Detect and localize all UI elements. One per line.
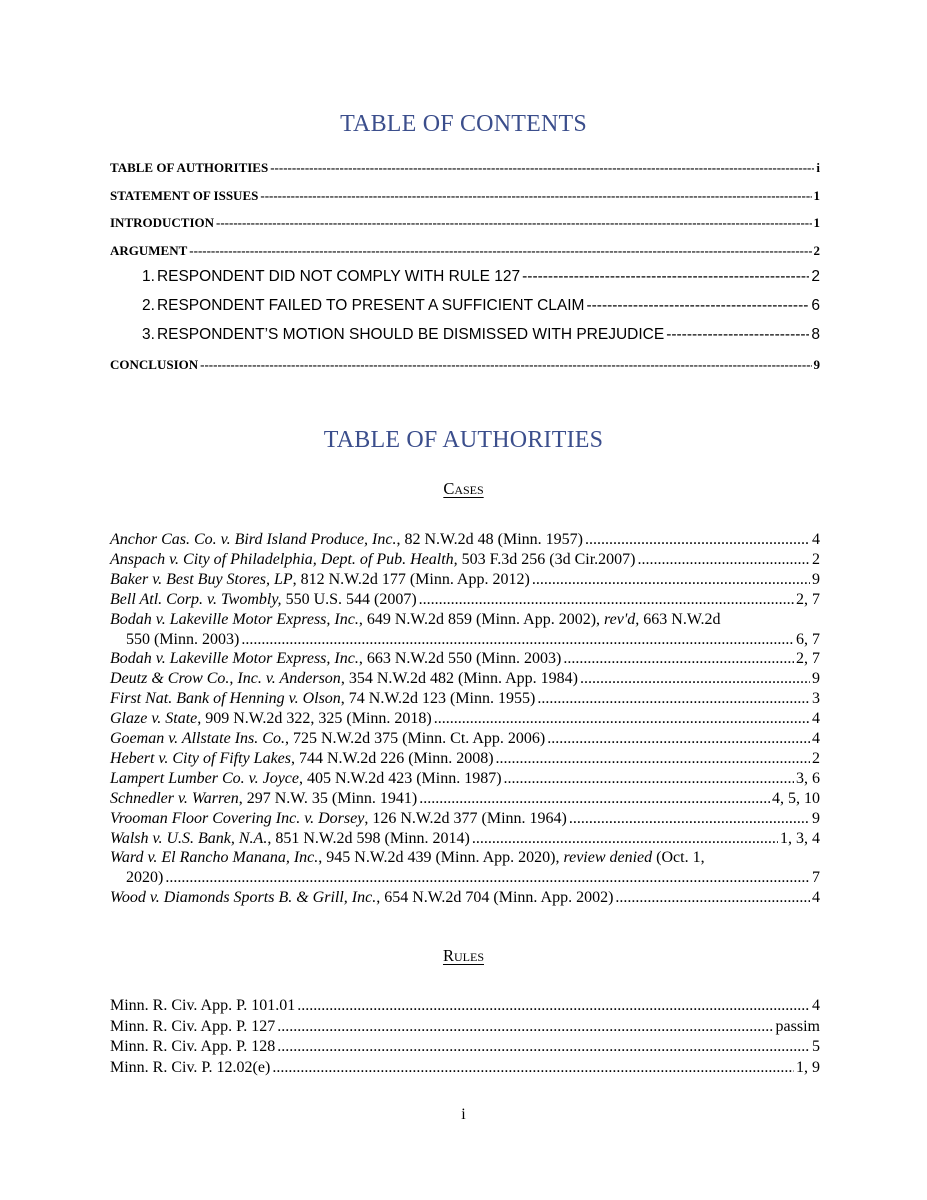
toc-subentry-number: 3.: [142, 326, 155, 343]
case-text: [110, 750, 494, 768]
case-pages: 9: [812, 670, 820, 688]
case-entry: [110, 670, 820, 688]
case-text: [110, 650, 561, 668]
case-cite: , 909 N.W.2d 322, 325 (Minn. 2018): [197, 710, 432, 728]
leader-dots: [241, 631, 794, 649]
leader-dots: [297, 997, 810, 1015]
toc-title: TABLE OF CONTENTS: [340, 111, 587, 137]
case-text: [110, 770, 502, 788]
case-cite: , 649 N.W.2d 859 (Minn. App. 2002),: [358, 610, 605, 628]
toc-subentry-rule-127[interactable]: [142, 268, 820, 286]
case-pages: 4: [812, 730, 820, 747]
case-pages: 2: [812, 749, 820, 767]
rule-entry: [110, 1018, 820, 1036]
leader-dots: [547, 730, 810, 748]
case-entry: [110, 551, 820, 569]
case-cite: , 663 N.W.2d 550 (Minn. 2003): [358, 650, 562, 668]
page-number: i: [461, 1106, 466, 1123]
case-name: Anspach v. City of Philadelphia, Dept. of Pub. Health,: [110, 550, 458, 568]
case-pages: 6, 7: [796, 630, 820, 648]
case-pages: 1, 3, 4: [780, 829, 820, 847]
leader-dashes: [189, 243, 811, 259]
case-cite-continued: 2020): [126, 869, 164, 887]
case-entry: [110, 650, 820, 668]
case-cite: , 74 N.W.2d 123 (Minn. 1955): [340, 690, 536, 708]
case-name: Bell Atl. Corp. v. Twombly,: [110, 590, 282, 608]
case-entry: [110, 690, 820, 708]
rule-entry: [110, 1038, 820, 1056]
leader-dots: [580, 670, 810, 688]
leader-dots: [563, 650, 794, 668]
case-cite: 503 F.3d 256 (3d Cir.2007): [457, 550, 636, 568]
rule-name: Minn. R. Civ. P. 12.02(e): [110, 1058, 271, 1076]
case-entry: [110, 531, 820, 549]
case-pages: 4: [812, 710, 820, 728]
case-cite: , 812 N.W.2d 177 (Minn. App. 2012): [292, 570, 530, 588]
rule-entry: [110, 1059, 820, 1077]
case-text: [110, 551, 636, 569]
cases-heading: Cases: [443, 479, 484, 498]
case-name: Hebert v. City of Fifty Lakes: [110, 749, 291, 767]
case-pages: 2, 7: [796, 650, 820, 668]
leader-dots: [434, 710, 810, 728]
toc-entry-label: INTRODUCTION: [110, 215, 215, 230]
toc-entry-page: 2: [813, 243, 820, 258]
case-text: [110, 830, 470, 848]
toc-entry-label: ARGUMENT: [110, 243, 188, 258]
case-cite-signal: rev'd,: [604, 610, 640, 628]
toc-entry-page: 1: [813, 215, 820, 230]
toc-entry-page: 9: [813, 357, 820, 372]
case-name: Baker v. Best Buy Stores, LP: [110, 570, 293, 588]
case-cite-continued: 550 (Minn. 2003): [126, 630, 240, 648]
rule-entry: [110, 997, 820, 1015]
toc-entry-table-of-authorities[interactable]: [110, 160, 820, 176]
case-name: Schnedler v. Warren: [110, 789, 239, 807]
leader-dots: [537, 690, 810, 708]
toc-subentry-label: RESPONDENT DID NOT COMPLY WITH RULE 127: [156, 268, 521, 285]
case-cite: , 945 N.W.2d 439 (Minn. App. 2020),: [318, 849, 564, 867]
case-cite-tail: (Oct. 1,: [652, 849, 705, 867]
case-pages: 4: [812, 531, 820, 548]
toc-subentry-page: 2: [811, 268, 820, 285]
case-pages: 7: [812, 869, 820, 887]
leader-dots: [504, 770, 794, 788]
case-citation-continuation: [126, 631, 820, 649]
leader-dots: [638, 551, 811, 569]
toc-subentry-page: 8: [811, 326, 820, 343]
leader-dots: [585, 531, 810, 549]
leader-dots: [532, 571, 810, 589]
leader-dots: [419, 790, 770, 808]
leader-dots: [472, 830, 778, 848]
leader-dashes: [666, 326, 809, 344]
toc-subentry-label: RESPONDENT’S MOTION SHOULD BE DISMISSED WITH PREJUDICE: [156, 326, 665, 343]
leader-dots: [419, 591, 794, 609]
case-citation-continuation: [126, 869, 820, 887]
case-entry: [110, 889, 820, 907]
case-text: [110, 531, 583, 549]
toc-subentry-sufficient-claim[interactable]: [142, 297, 820, 315]
case-cite: , 82 N.W.2d 48 (Minn. 1957): [396, 531, 583, 548]
case-name: Walsh v. U.S. Bank, N.A.: [110, 829, 268, 847]
leader-dots: [165, 869, 810, 887]
toc-subentry-dismissed-with-prejudice[interactable]: [142, 326, 820, 344]
case-cite: , 405 N.W.2d 423 (Minn. 1987): [299, 769, 502, 787]
leader-dashes: [586, 297, 809, 315]
case-name: Ward v. El Rancho Manana, Inc.: [110, 849, 319, 867]
leader-dashes: [260, 188, 811, 204]
case-text: [110, 571, 530, 589]
toc-entry-page: i: [816, 160, 820, 175]
leader-dots: [277, 1018, 773, 1036]
case-entry: [110, 810, 820, 828]
case-cite: , 725 N.W.2d 375 (Minn. Ct. App. 2006): [284, 730, 546, 747]
leader-dots: [272, 1059, 794, 1077]
case-pages: 3: [812, 690, 820, 708]
case-pages: 4: [812, 889, 820, 907]
case-entry: [110, 770, 820, 788]
case-name: Bodah v. Lakeville Motor Express, Inc.: [110, 650, 359, 668]
case-text: [110, 591, 417, 609]
case-name: Anchor Cas. Co. v. Bird Island Produce, Inc.: [110, 531, 397, 548]
toc-subentry-page: 6: [811, 297, 820, 314]
case-pages: 4, 5, 10: [772, 789, 820, 807]
case-name: Vrooman Floor Covering Inc. v. Dorsey: [110, 809, 365, 827]
rule-name: Minn. R. Civ. App. P. 101.01: [110, 997, 296, 1014]
case-name: First Nat. Bank of Henning v. Olson: [110, 690, 341, 708]
case-text: [110, 670, 578, 688]
toc-entry-label: STATEMENT OF ISSUES: [110, 188, 259, 203]
toc-subentry-number: 1.: [142, 268, 155, 285]
rule-pages: 4: [812, 997, 820, 1014]
rule-pages: passim: [775, 1017, 820, 1035]
rules-heading: Rules: [442, 946, 484, 965]
case-name: Glaze v. State: [110, 710, 198, 728]
toc-entry-label: CONCLUSION: [110, 357, 199, 372]
leader-dots: [615, 889, 810, 907]
toc-subentry-number: 2.: [142, 297, 155, 314]
rule-pages: 5: [812, 1038, 820, 1055]
toc-entry-introduction[interactable]: [110, 215, 820, 231]
leader-dots: [496, 750, 810, 768]
case-pages: 2: [812, 550, 820, 568]
case-text: [110, 730, 545, 748]
leader-dots: [569, 810, 810, 828]
case-text: [110, 889, 613, 907]
case-cite: , 744 N.W.2d 226 (Minn. 2008): [291, 749, 494, 767]
case-cite: , 851 N.W.2d 598 (Minn. 2014): [267, 829, 470, 847]
rule-name: Minn. R. Civ. App. P. 127: [110, 1017, 276, 1035]
case-name: Wood v. Diamonds Sports B. & Grill, Inc.: [110, 889, 377, 907]
leader-dashes: [522, 268, 809, 286]
leader-dashes: [200, 357, 811, 373]
toc-entry-label: TABLE OF AUTHORITIES: [110, 160, 269, 175]
case-name: Goeman v. Allstate Ins. Co.: [110, 730, 285, 747]
case-entry: [110, 750, 820, 768]
case-text: [110, 710, 432, 728]
case-pages: 9: [812, 809, 820, 827]
case-citation-line: [110, 849, 820, 867]
toa-title: TABLE OF AUTHORITIES: [323, 427, 604, 453]
case-name: Deutz & Crow Co., Inc. v. Anderson: [110, 670, 341, 688]
case-name: Lampert Lumber Co. v. Joyce: [110, 769, 299, 787]
leader-dots: [277, 1038, 810, 1056]
toc-entry-argument[interactable]: [110, 243, 820, 259]
case-text: [110, 790, 417, 808]
toc-entry-page: 1: [813, 188, 820, 203]
case-text: [110, 810, 567, 828]
leader-dashes: [270, 160, 814, 176]
case-pages: 2, 7: [796, 590, 820, 608]
case-entry: [110, 710, 820, 728]
case-text: [110, 690, 535, 708]
case-entry: [110, 730, 820, 748]
case-cite: , 354 N.W.2d 482 (Minn. App. 1984): [340, 670, 578, 688]
case-entry: [110, 790, 820, 808]
case-entry: [110, 571, 820, 589]
leader-dashes: [216, 215, 811, 231]
case-citation-line: [110, 611, 820, 629]
case-cite: , 654 N.W.2d 704 (Minn. App. 2002): [376, 889, 614, 907]
case-name: Bodah v. Lakeville Motor Express, Inc.: [110, 610, 359, 628]
case-entry: [110, 591, 820, 609]
case-cite: , 126 N.W.2d 377 (Minn. 1964): [364, 809, 567, 827]
toc-entry-conclusion[interactable]: [110, 357, 820, 373]
rule-name: Minn. R. Civ. App. P. 128: [110, 1038, 276, 1055]
case-cite: 550 U.S. 544 (2007): [281, 590, 417, 608]
case-cite: , 297 N.W. 35 (Minn. 1941): [238, 789, 418, 807]
toc-subentry-label: RESPONDENT FAILED TO PRESENT A SUFFICIENT CLAIM: [156, 297, 585, 314]
case-entry: [110, 830, 820, 848]
case-cite-tail: 663 N.W.2d: [639, 610, 721, 628]
case-cite-signal: review denied: [563, 849, 653, 867]
case-pages: 9: [812, 570, 820, 588]
rule-pages: 1, 9: [796, 1058, 820, 1076]
toc-entry-statement-of-issues[interactable]: [110, 188, 820, 204]
case-pages: 3, 6: [796, 769, 820, 787]
